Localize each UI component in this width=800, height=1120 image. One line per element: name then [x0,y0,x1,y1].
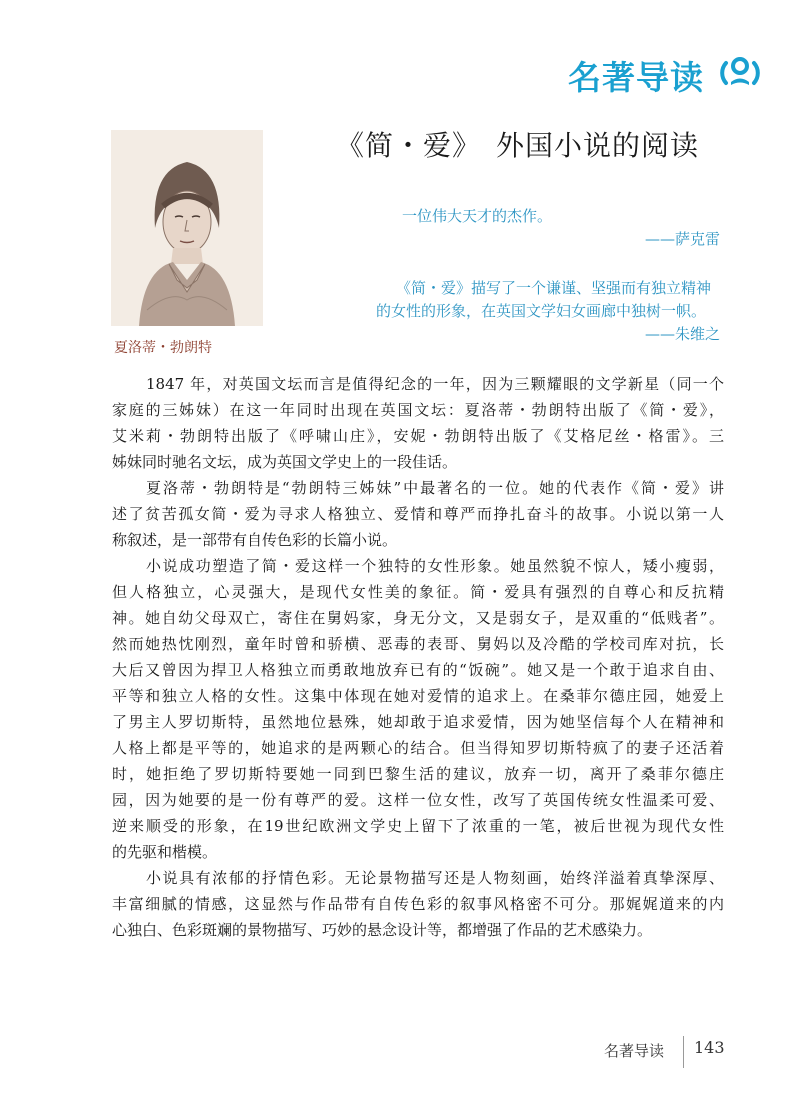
text-line: 小说成功塑造了简・爱这样一个独特的女性形象。她虽然貌不惊人，矮小瘦弱， [146,557,724,575]
text-line: 人格上都是平等的，她追求的是两颗心的结合。但当得知罗切斯特疯了的妻子还活着 [112,739,724,757]
text-line: 艾米莉・勃朗特出版了《呼啸山庄》，安妮・勃朗特出版了《艾格尼丝・格雷》。三 [112,427,724,445]
footer-divider [683,1036,684,1068]
text-line: 大后又曾因为捍卫人格独立而勇敢地放弃已有的“饭碗”。她又是一个敢于追求自由、 [112,661,724,679]
text-line: 但人格独立，心灵强大，是现代女性美的象征。简・爱具有强烈的自尊心和反抗精 [112,583,724,601]
text-line: 姊妹同时驰名文坛，成为英国文学史上的一段佳话。 [112,453,458,471]
text-line: 逆来顺受的形象，在19世纪欧洲文学史上留下了浓重的一笔，被后世视为现代女性 [112,817,724,835]
author-portrait [111,130,263,326]
text-line: 1847 年，对英国文坛而言是值得纪念的一年，因为三颗耀眼的文学新星（同一个 [146,375,724,393]
footer-section-label: 名著导读 [604,1042,665,1060]
quote-text: 一位伟大天才的杰作。 [402,207,553,225]
text-line: 时，她拒绝了罗切斯特要她一同到巴黎生活的建议，放弃一切，离开了桑菲尔德庄 [112,765,724,783]
text-line: 夏洛蒂・勃朗特是“勃朗特三姊妹”中最著名的一位。她的代表作《简・爱》讲 [146,479,724,497]
text-line: 平等和独立人格的女性。这集中体现在她对爱情的追求上。在桑菲尔德庄园，她爱上 [112,687,724,705]
text-line: 园，因为她要的是一份有尊严的爱。这样一位女性，改写了英国传统女性温柔可爱、 [112,791,724,809]
text-line: 的先驱和楷模。 [112,843,218,861]
article-body [112,371,724,943]
quote-author: ——朱维之 [644,325,720,343]
page-number: 143 [694,1038,725,1057]
quote-text: 《简・爱》描写了一个谦谨、坚强而有独立精神 [396,279,712,297]
quote-author: ——萨克雷 [644,230,720,248]
text-line: 了男主人罗切斯特，虽然地位悬殊，她却敢于追求爱情，因为她坚信每个人在精神和 [112,713,724,731]
paragraph-1 [112,371,724,475]
text-line: 家庭的三姊妹）在这一年同时出现在英国文坛：夏洛蒂・勃朗特出版了《简・爱》， [112,401,724,419]
portrait-caption: 夏洛蒂・勃朗特 [114,340,212,356]
text-line: 然而她热忱刚烈，童年时曾和骄横、恶毒的表哥、舅妈以及冷酷的学校司库对抗，长 [112,635,724,653]
text-line: 述了贫苦孤女简・爱为寻求人格独立、爱情和尊严而挣扎奋斗的故事。小说以第一人 [112,505,724,523]
text-line: 心独白、色彩斑斓的景物描写、巧妙的悬念设计等，都增强了作品的艺术感染力。 [112,921,653,939]
quote-text: 的女性的形象，在英国文学妇女画廊中独树一帜。 [376,302,707,320]
reading-person-icon [720,52,760,92]
book-title: 《简・爱》 外国小说的阅读 [336,129,700,162]
text-line: 小说具有浓郁的抒情色彩。无论景物描写还是人物刻画，始终洋溢着真挚深厚、 [146,869,724,887]
paragraph-2 [112,475,724,553]
quote-2 [376,277,720,346]
text-line: 丰富细腻的情感，这显然与作品带有自传色彩的叙事风格密不可分。那娓娓道来的内 [112,895,724,913]
paragraph-4 [112,865,724,943]
text-line: 神。她自幼父母双亡，寄住在舅妈家，身无分文，又是弱女子，是双重的“低贱者”。 [112,609,724,627]
paragraph-3 [112,553,724,865]
text-line: 称叙述，是一部带有自传色彩的长篇小说。 [112,531,398,549]
section-title: 名著导读 [568,58,704,97]
quote-1 [390,205,720,251]
